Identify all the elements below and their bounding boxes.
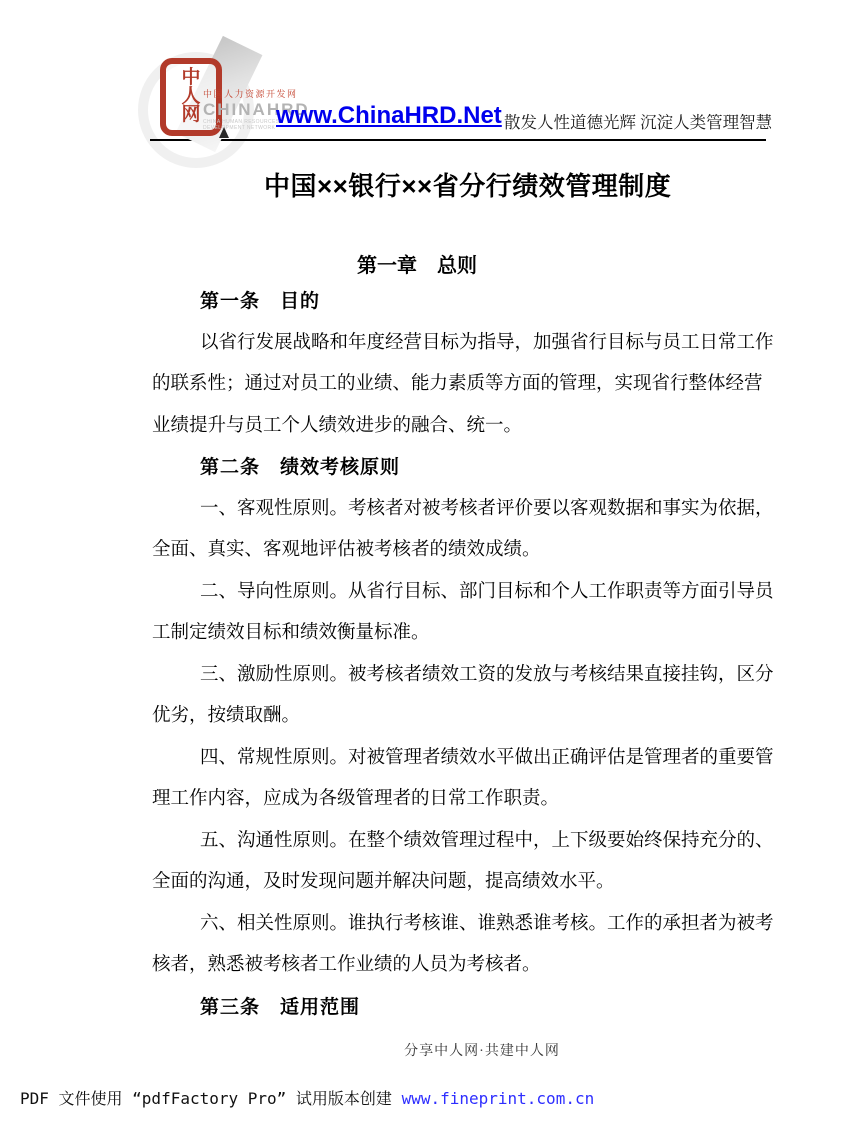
chinahrd-site-link[interactable]: www.ChinaHRD.Net <box>276 102 502 129</box>
article-heading: 第三条 适用范围 <box>200 996 361 1018</box>
seal-char: 人 <box>181 85 201 107</box>
brand-subtitle-line2: DEVELOPMENT NETWORK <box>203 125 276 132</box>
document-body <box>152 281 774 1028</box>
seal-char: 网 <box>181 104 201 126</box>
document-line: 全面、真实、客观地评估被考核者的绩效成绩。 <box>152 540 541 560</box>
document-line: 二、导向性原则。从省行目标、部门目标和个人工作职责等方面引导员 <box>200 581 774 602</box>
pdf-notice-text: PDF 文件使用 “pdfFactory Pro” 试用版本创建 <box>20 1089 402 1108</box>
document-line: 工制定绩效目标和绩效衡量标准。 <box>152 623 430 643</box>
document-line: 的联系性；通过对员工的业绩、能力素质等方面的管理，实现省行整体经营 <box>152 374 763 394</box>
document-line: 以省行发展战略和年度经营目标为指导，加强省行目标与员工日常工作 <box>200 332 774 353</box>
document-line: 业绩提升与员工个人绩效进步的融合、统一。 <box>152 415 523 436</box>
document-line: 理工作内容，应成为各级管理者的日常工作职责。 <box>152 789 560 809</box>
document-line: 优劣，按绩取酬。 <box>152 706 301 726</box>
seal-char: 中 <box>181 67 201 89</box>
document-title: 中国××银行××省分行绩效管理制度 <box>264 171 672 201</box>
cursor-arrow-icon <box>219 127 229 138</box>
brand-subtitle-line1: CHINA HUMAN RESOURCES <box>203 118 280 125</box>
header-divider <box>150 139 766 141</box>
brand-name-chinese: 中国人力资源开发网 <box>203 89 298 99</box>
fineprint-link[interactable]: www.fineprint.com.cn <box>401 1089 595 1108</box>
header-slogan: 散发人性道德光辉 沉淀人类管理智慧 <box>504 113 773 132</box>
article-heading: 第二条 绩效考核原则 <box>200 457 401 478</box>
chapter-heading: 第一章 总则 <box>357 255 477 277</box>
brand-name-english: CHINAHRD <box>203 100 310 119</box>
document-line: 一、客观性原则。考核者对被考核者评价要以客观数据和事实为依据， <box>200 498 774 519</box>
document-line: 六、相关性原则。谁执行考核谁、谁熟悉谁考核。工作的承担者为被考 <box>200 913 774 934</box>
article-heading: 第一条 目的 <box>200 291 321 312</box>
document-line: 核者，熟悉被考核者工作业绩的人员为考核者。 <box>152 955 541 975</box>
document-line: 四、常规性原则。对被管理者绩效水平做出正确评估是管理者的重要管 <box>200 747 774 768</box>
page-footer-slogan: 分享中人网·共建中人网 <box>404 1044 560 1059</box>
document-line: 三、激励性原则。被考核者绩效工资的发放与考核结果直接挂钩，区分 <box>200 664 774 685</box>
pdf-trial-notice <box>20 1086 594 1109</box>
document-line: 全面的沟通，及时发现问题并解决问题，提高绩效水平。 <box>152 872 615 892</box>
document-line: 五、沟通性原则。在整个绩效管理过程中，上下级要始终保持充分的、 <box>200 830 774 851</box>
